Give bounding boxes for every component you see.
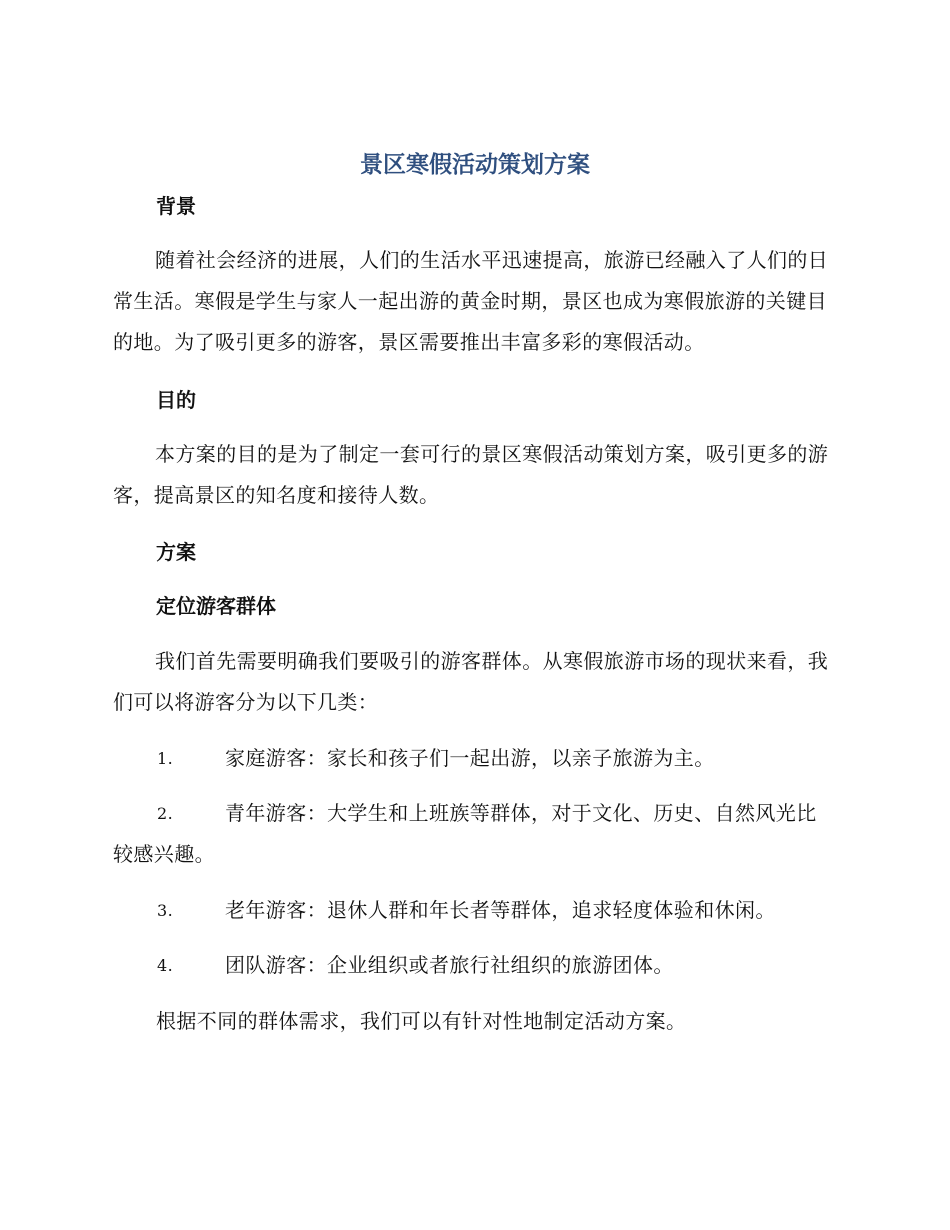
list-item	[113, 793, 833, 875]
list-number: 4.	[157, 956, 174, 975]
list-number: 1.	[157, 749, 174, 768]
list-text: 老年游客：退休人群和年长者等群体，追求轻度体验和休闲。	[225, 898, 776, 922]
list-item	[113, 945, 833, 986]
heading-purpose: 目的	[156, 388, 196, 412]
list-number: 2.	[157, 804, 174, 823]
list-text: 青年游客：大学生和上班族等群体，对于文化、历史、自然风光比较感兴趣。	[113, 801, 817, 866]
document-title: 景区寒假活动策划方案	[360, 152, 590, 178]
paragraph-purpose: 本方案的目的是为了制定一套可行的景区寒假活动策划方案，吸引更多的游客，提高景区的知名度和接待人数。	[113, 442, 829, 507]
heading-background: 背景	[156, 194, 196, 218]
paragraph-plan-conclusion: 根据不同的群体需求，我们可以有针对性地制定活动方案。	[156, 1009, 687, 1033]
list-number: 3.	[157, 901, 174, 920]
paragraph-plan-intro: 我们首先需要明确我们要吸引的游客群体。从寒假旅游市场的现状来看，我们可以将游客分为以下几类：	[113, 649, 829, 714]
paragraph-background: 随着社会经济的进展，人们的生活水平迅速提高，旅游已经融入了人们的日常生活。寒假是学生与家人一起出游的黄金时期，景区也成为寒假旅游的关键目的地。为了吸引更多的游客，景区需要推出丰富多彩的寒假活动。	[113, 248, 829, 354]
heading-plan: 方案	[156, 540, 196, 564]
list-item	[113, 890, 833, 931]
list-text: 团队游客：企业组织或者旅行社组织的旅游团体。	[225, 953, 674, 977]
list-text: 家庭游客：家长和孩子们一起出游，以亲子旅游为主。	[225, 746, 715, 770]
subheading-target-groups: 定位游客群体	[156, 594, 276, 618]
list-item	[113, 738, 833, 779]
